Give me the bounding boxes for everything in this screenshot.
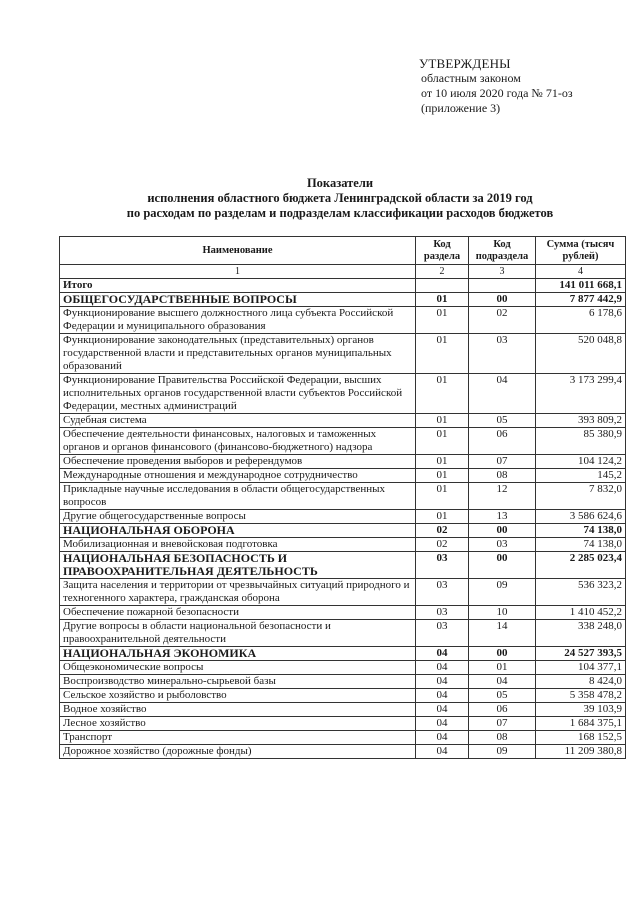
heading-line-1: Показатели: [306, 176, 374, 190]
row-subsection-code: 03: [469, 334, 536, 374]
row-amount: 39 103,9: [536, 703, 626, 717]
row-name: Другие общегосударственные вопросы: [60, 510, 416, 524]
table-row: [60, 745, 626, 759]
row-subsection-code: 05: [469, 414, 536, 428]
row-subsection-code: 03: [469, 538, 536, 552]
row-subsection-code: 10: [469, 606, 536, 620]
row-name: НАЦИОНАЛЬНАЯ БЕЗОПАСНОСТЬ И ПРАВООХРАНИТЕЛЬНАЯ ДЕЯТЕЛЬНОСТЬ: [60, 552, 416, 579]
row-amount: 85 380,9: [536, 428, 626, 455]
table-row: [60, 689, 626, 703]
row-amount: 7 832,0: [536, 483, 626, 510]
table-row: [60, 469, 626, 483]
row-amount: 7 877 442,9: [536, 293, 626, 307]
row-name: Обеспечение деятельности финансовых, налоговых и таможенных органов и органов финансового (финансово-бюджетного) надзора: [60, 428, 416, 455]
row-subsection-code: 07: [469, 717, 536, 731]
row-subsection-code: 02: [469, 307, 536, 334]
table-row: [60, 703, 626, 717]
row-section-code: 01: [416, 455, 469, 469]
row-amount: 8 424,0: [536, 675, 626, 689]
header-subsection-code: Код подраздела: [469, 237, 536, 265]
row-name: Обеспечение пожарной безопасности: [60, 606, 416, 620]
row-section-code: 01: [416, 307, 469, 334]
row-amount: 6 178,6: [536, 307, 626, 334]
table-row: [60, 334, 626, 374]
row-subsection-code: 14: [469, 620, 536, 647]
table-row: [60, 717, 626, 731]
row-section-code: 04: [416, 689, 469, 703]
row-section-code: 02: [416, 524, 469, 538]
row-amount: 104 124,2: [536, 455, 626, 469]
row-subsection-code: 00: [469, 293, 536, 307]
row-section-code: 01: [416, 428, 469, 455]
row-amount: 536 323,2: [536, 579, 626, 606]
row-section-code: 01: [416, 414, 469, 428]
table-row: [60, 455, 626, 469]
table-row: [60, 414, 626, 428]
row-subsection-code: 07: [469, 455, 536, 469]
row-amount: 1 410 452,2: [536, 606, 626, 620]
table-row: [60, 483, 626, 510]
row-name: Функционирование высшего должностного лица субъекта Российской Федерации и муниципального образования: [60, 307, 416, 334]
table-row: [60, 661, 626, 675]
table-row: [60, 538, 626, 552]
row-subsection-code: 00: [469, 552, 536, 579]
column-number: 3: [469, 265, 536, 279]
row-subsection-code: 00: [469, 647, 536, 661]
row-amount: 338 248,0: [536, 620, 626, 647]
row-section-code: 01: [416, 293, 469, 307]
row-amount: 5 358 478,2: [536, 689, 626, 703]
column-number: 2: [416, 265, 469, 279]
approval-law: областным законом: [421, 71, 521, 85]
row-amount: 24 527 393,5: [536, 647, 626, 661]
row-subsection-code: 08: [469, 731, 536, 745]
row-subsection-code: 05: [469, 689, 536, 703]
column-number: 1: [60, 265, 416, 279]
table-row: [60, 731, 626, 745]
row-section-code: 03: [416, 620, 469, 647]
header-section-code: Код раздела: [416, 237, 469, 265]
row-name: Воспроизводство минерально-сырьевой базы: [60, 675, 416, 689]
row-subsection-code: 04: [469, 374, 536, 414]
budget-rows: [60, 293, 626, 759]
row-name: Дорожное хозяйство (дорожные фонды): [60, 745, 416, 759]
approval-date: от 10 июля 2020 года № 71-оз: [421, 86, 573, 100]
row-subsection-code: 04: [469, 675, 536, 689]
header-name: Наименование: [60, 237, 416, 265]
header-amount: Сумма (тысяч рублей): [536, 237, 626, 265]
document-heading: [40, 176, 640, 221]
row-subsection-code: 09: [469, 745, 536, 759]
row-amount: 145,2: [536, 469, 626, 483]
row-amount: 74 138,0: [536, 538, 626, 552]
section-row: [60, 552, 626, 579]
row-name: Прикладные научные исследования в области общегосударственных вопросов: [60, 483, 416, 510]
column-number: 4: [536, 265, 626, 279]
row-amount: 11 209 380,8: [536, 745, 626, 759]
row-section-code: 01: [416, 469, 469, 483]
row-section-code: 04: [416, 731, 469, 745]
approval-title: УТВЕРЖДЕНЫ: [419, 56, 511, 71]
row-name: Международные отношения и международное сотрудничество: [60, 469, 416, 483]
approval-appendix: (приложение 3): [421, 101, 501, 115]
total-amount: 141 011 668,1: [536, 279, 626, 293]
row-name: Другие вопросы в области национальной безопасности и правоохранительной деятельности: [60, 620, 416, 647]
row-subsection-code: 12: [469, 483, 536, 510]
row-name: Функционирование законодательных (представительных) органов государственной власти и представительных органов муниципальных образований: [60, 334, 416, 374]
row-section-code: 01: [416, 334, 469, 374]
table-row: [60, 675, 626, 689]
row-name: Сельское хозяйство и рыболовство: [60, 689, 416, 703]
row-section-code: 01: [416, 374, 469, 414]
row-section-code: 04: [416, 647, 469, 661]
table-row: [60, 620, 626, 647]
row-name: Функционирование Правительства Российской Федерации, высших исполнительных органов государственной власти субъектов Российской Федерации, местных администраций: [60, 374, 416, 414]
row-name: Общеэкономические вопросы: [60, 661, 416, 675]
row-subsection-code: 06: [469, 703, 536, 717]
row-section-code: 03: [416, 552, 469, 579]
row-subsection-code: 01: [469, 661, 536, 675]
table-row: [60, 374, 626, 414]
total-section-code: [416, 279, 469, 293]
row-amount: 104 377,1: [536, 661, 626, 675]
row-section-code: 03: [416, 606, 469, 620]
table-row: [60, 510, 626, 524]
row-amount: 74 138,0: [536, 524, 626, 538]
row-name: Судебная система: [60, 414, 416, 428]
section-row: [60, 524, 626, 538]
table-row: [60, 606, 626, 620]
row-section-code: 01: [416, 510, 469, 524]
table-row: [60, 579, 626, 606]
row-name: Лесное хозяйство: [60, 717, 416, 731]
budget-table: [59, 236, 626, 759]
row-section-code: 04: [416, 703, 469, 717]
row-name: НАЦИОНАЛЬНАЯ ОБОРОНА: [60, 524, 416, 538]
row-subsection-code: 13: [469, 510, 536, 524]
row-subsection-code: 09: [469, 579, 536, 606]
section-row: [60, 647, 626, 661]
row-name: Защита населения и территории от чрезвычайных ситуаций природного и техногенного характера, гражданская оборона: [60, 579, 416, 606]
row-section-code: 04: [416, 661, 469, 675]
table-row: [60, 307, 626, 334]
row-subsection-code: 00: [469, 524, 536, 538]
row-section-code: 02: [416, 538, 469, 552]
row-section-code: 04: [416, 745, 469, 759]
row-amount: 520 048,8: [536, 334, 626, 374]
row-name: НАЦИОНАЛЬНАЯ ЭКОНОМИКА: [60, 647, 416, 661]
row-name: ОБЩЕГОСУДАРСТВЕННЫЕ ВОПРОСЫ: [60, 293, 416, 307]
row-section-code: 04: [416, 717, 469, 731]
row-amount: 168 152,5: [536, 731, 626, 745]
row-name: Обеспечение проведения выборов и референдумов: [60, 455, 416, 469]
row-subsection-code: 06: [469, 428, 536, 455]
row-name: Мобилизационная и вневойсковая подготовка: [60, 538, 416, 552]
row-name: Транспорт: [60, 731, 416, 745]
heading-line-3: по расходам по разделам и подразделам классификации расходов бюджетов: [126, 206, 554, 220]
row-section-code: 01: [416, 483, 469, 510]
approval-stamp: [419, 56, 573, 116]
row-section-code: 03: [416, 579, 469, 606]
row-section-code: 04: [416, 675, 469, 689]
total-label: Итого: [60, 279, 416, 293]
total-subsection-code: [469, 279, 536, 293]
heading-line-2: исполнения областного бюджета Ленинградской области за 2019 год: [147, 191, 533, 205]
section-row: [60, 293, 626, 307]
table-row: [60, 428, 626, 455]
row-amount: 1 684 375,1: [536, 717, 626, 731]
row-amount: 3 173 299,4: [536, 374, 626, 414]
row-subsection-code: 08: [469, 469, 536, 483]
row-amount: 393 809,2: [536, 414, 626, 428]
row-amount: 3 586 624,6: [536, 510, 626, 524]
row-name: Водное хозяйство: [60, 703, 416, 717]
row-amount: 2 285 023,4: [536, 552, 626, 579]
